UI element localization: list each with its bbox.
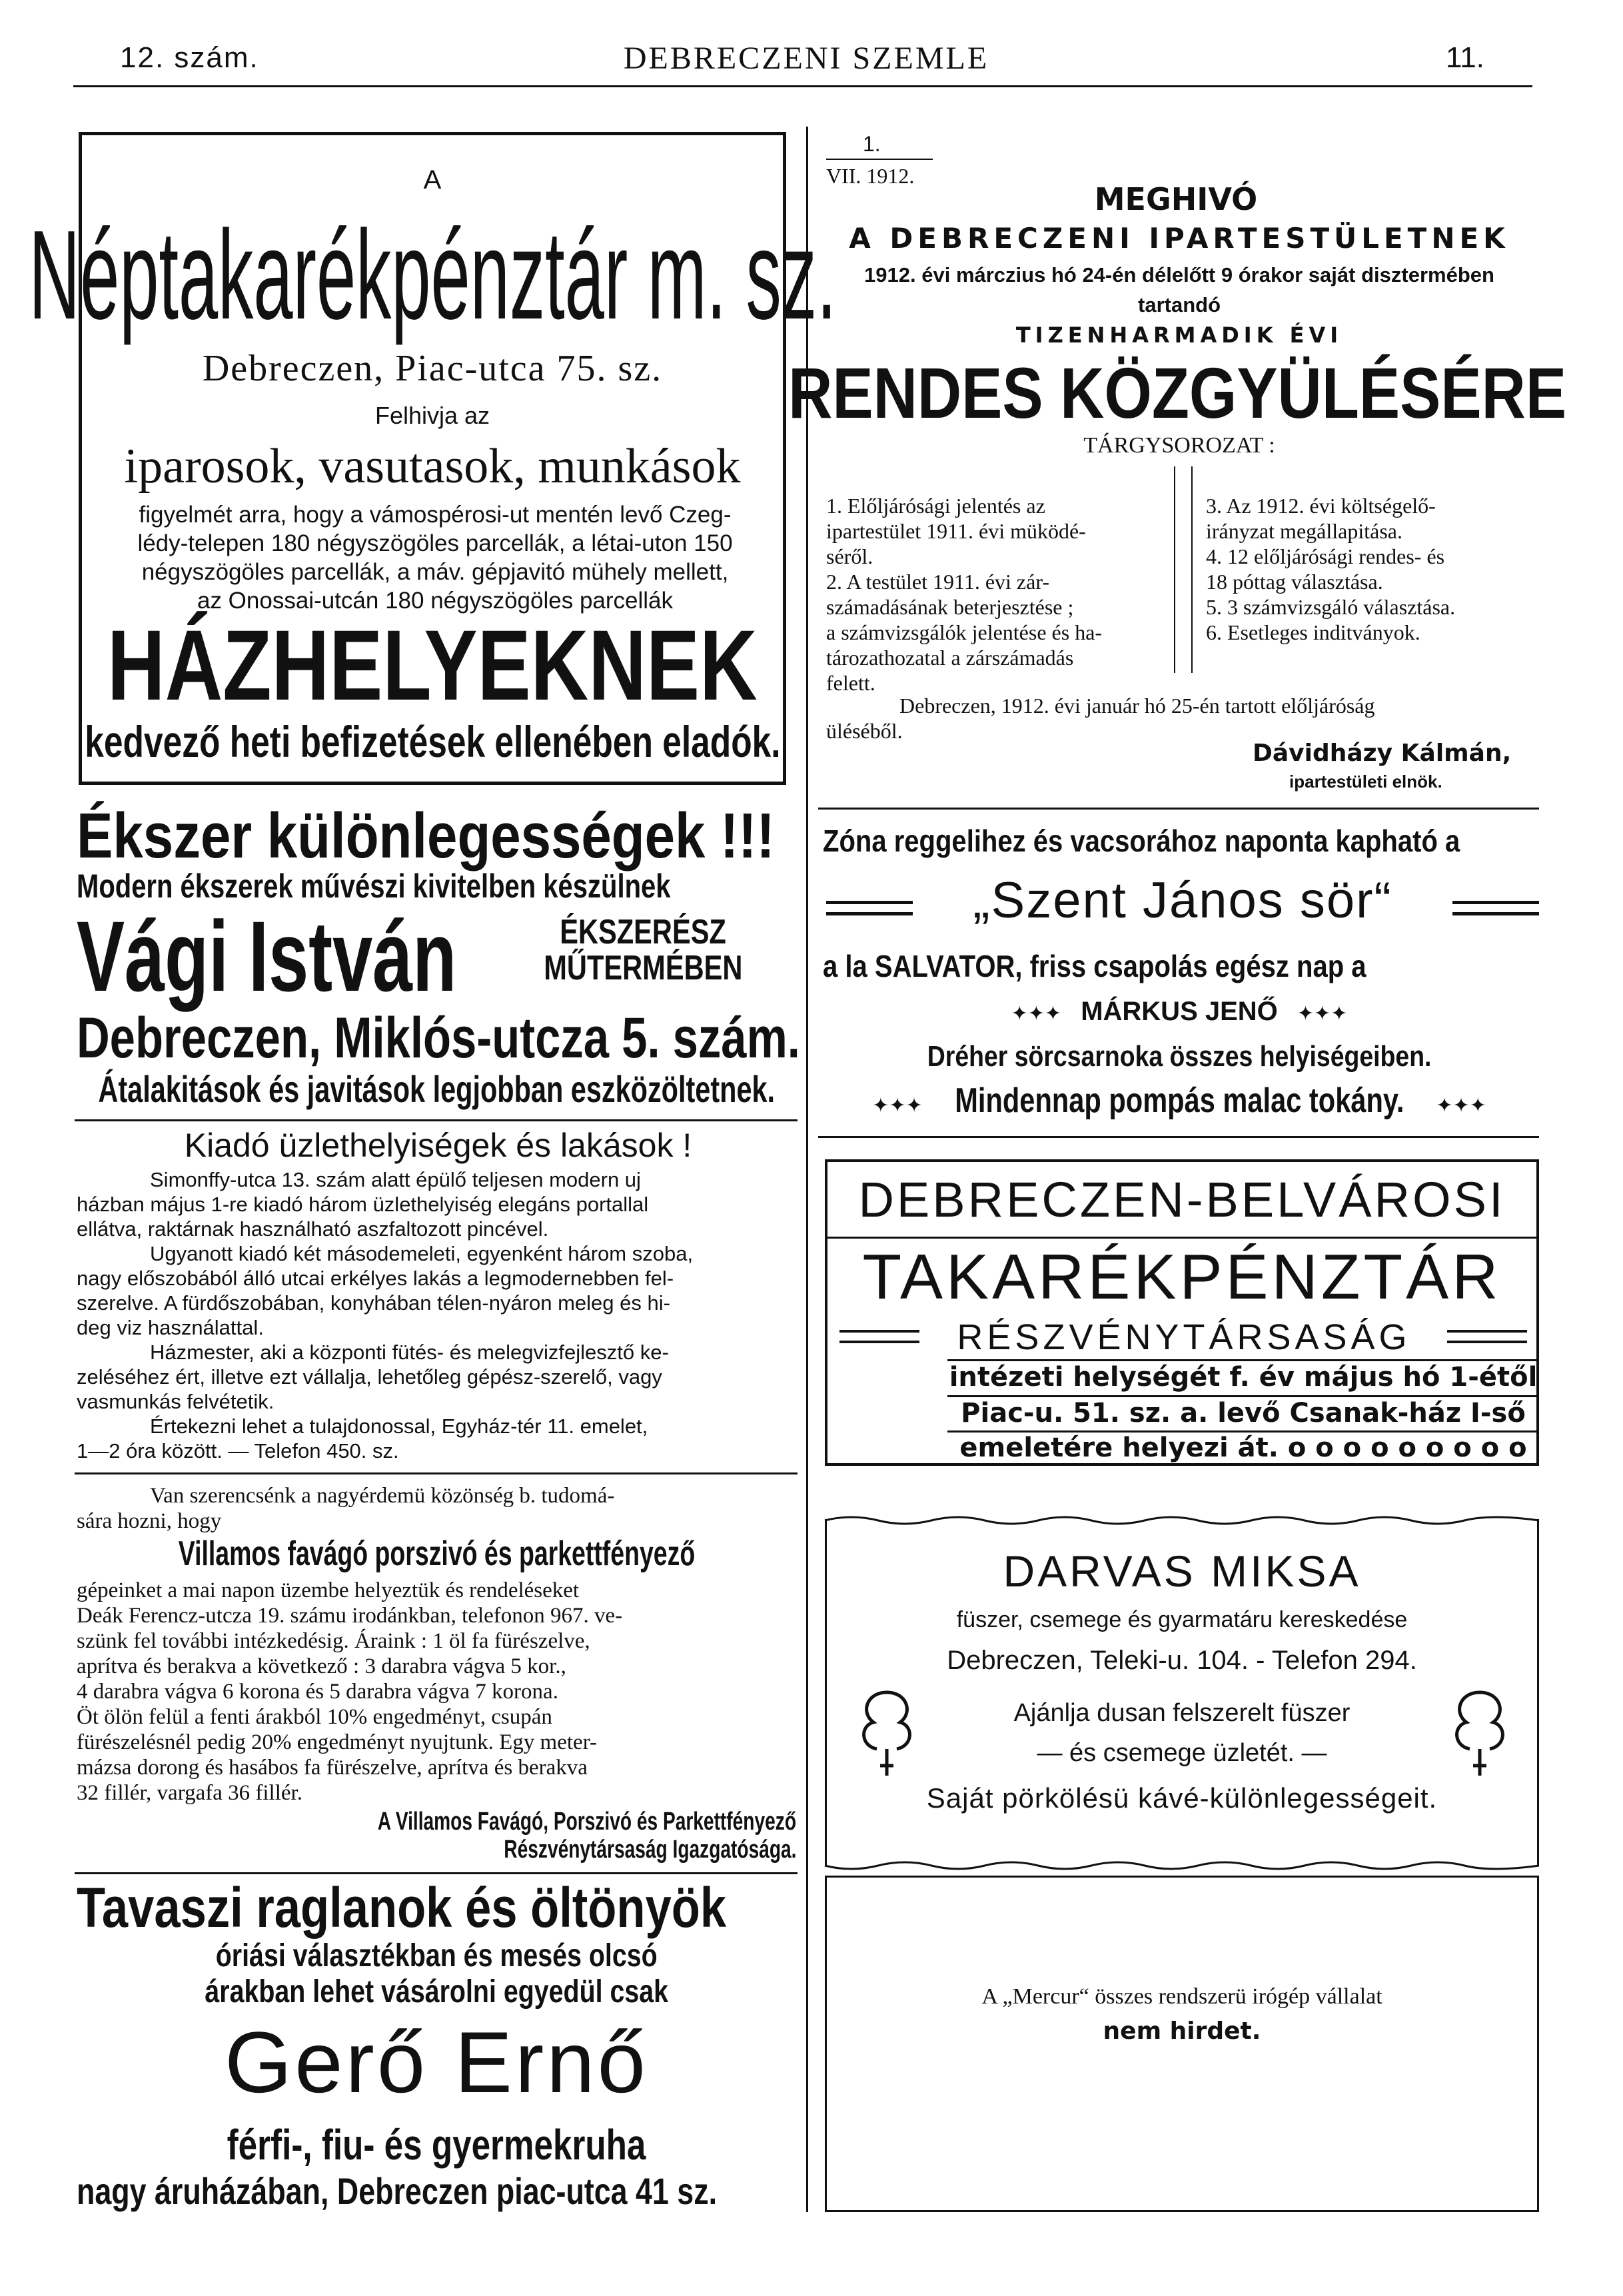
ornament-icon: ✦✦✦ [872, 1094, 923, 1117]
agenda-item: számadásának beterjesztése ; [826, 595, 1074, 619]
belvarosi-bars-left [839, 1330, 919, 1343]
kiado-rule [75, 1472, 798, 1474]
kiado-line: házban május 1-re kiadó három üzlethelyiség elegáns portallal [77, 1193, 649, 1216]
gero-name: Gerő Ernő [225, 2013, 648, 2111]
page-number-left: 12. szám. [120, 41, 259, 74]
mercur-l2: nem hirdet. [1103, 2017, 1261, 2045]
kiado-line: nagy előszobából álló utcai erkélyes lakás a legmodernebben fel- [77, 1267, 674, 1290]
agenda-item: 5. 3 számvizsgáló választása. [1206, 595, 1456, 619]
agenda-left [826, 493, 1166, 696]
neptakarek-ad [28, 132, 837, 785]
kiado-line: szerelve. A fürdőszobában, konyhában télen-nyáron meleg és hi- [77, 1291, 670, 1315]
darvas-l3: Ajánlja dusan felszerelt füszer [1013, 1699, 1351, 1727]
kiado-line: Ugyanott kiadó két másodemeleti, egyenként három szoba, [150, 1242, 694, 1265]
kiado-line: zeléséhez ért, illetve ezt vállalja, lehetőleg gépész-szerelő, vagy [77, 1365, 662, 1389]
agenda-item: felett. [826, 671, 875, 695]
ornament-icon: ✦✦✦ [1011, 1002, 1062, 1025]
belvarosi-r1: intézeti helységét f. év május hó 1-étől [949, 1362, 1538, 1393]
ornament-icon: ✦✦✦ [1436, 1094, 1486, 1117]
agenda-item: 2. A testület 1911. évi zár- [826, 570, 1049, 594]
zona-line3: a la SALVATOR, friss csapolás egész nap a [823, 949, 1366, 983]
closing-line: üléséből. [826, 719, 903, 743]
agenda-item: 3. Az 1912. évi költségelő- [1206, 494, 1436, 518]
agenda-divider-1 [1174, 466, 1175, 673]
villamos-line: mázsa dorong és hasábos fa fürészelve, aprítva és berakva [77, 1756, 588, 1780]
vagi-mutermeben: MŰTERMÉBEN [543, 949, 743, 987]
neptakarek-address: Debreczen, Piac-utca 75. sz. [202, 348, 663, 389]
hazhelyeknek: HÁZHELYEKNEK [107, 609, 758, 721]
darvas-l5: Saját pörkölésü kávé-különlegességeit. [926, 1782, 1438, 1814]
kiado-body [77, 1167, 796, 1463]
meghivo-date: VII. 1912. [826, 164, 915, 188]
neptakarek-felhivja: Felhivja az [374, 402, 490, 429]
belvarosi-line1: DEBRECZEN-BELVÁROSI [858, 1172, 1506, 1227]
villamos-line: fürészelésnél pedig 20% engedményt nyujtunk. Egy meter- [77, 1730, 598, 1754]
villamos-line: aprítva és berakva a következő : 3 darabra vágva 5 kor., [77, 1654, 566, 1678]
ornament-icon: ✦✦✦ [1297, 1002, 1348, 1025]
agenda-item: séről. [826, 544, 873, 568]
agenda-divider-2 [1191, 466, 1193, 673]
meghivo-tartando: tartandó [1138, 293, 1221, 316]
agenda-item: 4. 12 előljárósági rendes- és [1206, 544, 1445, 568]
agenda-item: tározathozatal a zárszámadás [826, 646, 1074, 670]
neptakarek-footer: kedvező heti befizetések ellenében eladók. [84, 717, 781, 766]
szent-left-bars [826, 901, 913, 915]
darvas-ad [825, 1519, 1539, 1866]
vagi-ekszeresz: ÉKSZERÉSZ [560, 913, 726, 951]
zona-rule [818, 1136, 1539, 1138]
neptakarek-body [102, 500, 768, 615]
agenda-right [1206, 493, 1539, 645]
darvas-l1: füszer, csemege és gyarmatáru kereskedése [956, 1607, 1408, 1632]
kiado-line: vasmunkás felvétetik. [77, 1390, 274, 1413]
kiado-line: 1—2 óra között. — Telefon 450. sz. [77, 1439, 399, 1462]
neptakarek-line: lédy-telepen 180 négyszögöles parcellák, a létai-uton 150 [137, 530, 733, 556]
belvarosi-rule2 [947, 1359, 1539, 1361]
neptakarek-a: A [423, 165, 442, 195]
villamos-line: 4 darabra vágva 6 korona és 5 darabra vágva 7 korona. [77, 1680, 558, 1704]
darvas-top-border [825, 1512, 1539, 1528]
meghivo-rule [826, 159, 933, 160]
belvarosi-line2: TAKARÉKPÉNZTÁR [862, 1241, 1502, 1313]
agenda-item: 6. Esetleges inditványok. [1206, 620, 1420, 644]
darvas-name: DARVAS MIKSA [1003, 1546, 1361, 1596]
vagi-modern: Modern ékszerek művészi kivitelben készülnek [77, 867, 671, 905]
kiado-line: ellátva, raktárnak használható aszfaltozott pincével. [77, 1217, 549, 1241]
neptakarek-title: Néptakarékpénztár m. sz. [28, 205, 837, 346]
neptakarek-line: az Onossai-utcán 180 négyszögöles parcellák [197, 588, 674, 614]
meghivo-closing [826, 693, 1539, 744]
malac-tokany: Mindennap pompás malac tokány. [954, 1081, 1404, 1120]
agenda-item: irányzat megállapitása. [1206, 519, 1402, 543]
gero-l3: férfi-, fiu- és gyermekruha [227, 2121, 646, 2169]
darvas-l2: Debreczen, Teleki-u. 104. - Telefon 294. [947, 1646, 1417, 1675]
szent-right-bars [1452, 901, 1539, 915]
neptakarek-audience: iparosok, vasutasok, munkások [124, 439, 741, 494]
dreher: Dréher sörcsarnoka összes helyiségeiben. [927, 1040, 1432, 1073]
belvarosi-ad [825, 1159, 1539, 1466]
villamos-title: Villamos favágó porszivó és parkettfényező [178, 1534, 695, 1573]
kiado-line: Simonffy-utca 13. szám alatt épülő teljesen modern uj [150, 1168, 641, 1191]
kiado-title: Kiadó üzlethelyiségek és lakások ! [184, 1127, 692, 1164]
rendes-kozgyules: RENDES KÖZGYÜLÉSÉRE [788, 352, 1567, 433]
meghivo-when: 1912. évi márczius hó 24-én délelőtt 9 órakor saját disztermében [864, 263, 1494, 287]
markus-row [819, 997, 1539, 1027]
villamos-line: Deák Ferencz-utcza 19. számu irodánkban, telefonon 967. ve- [77, 1604, 623, 1628]
villamos-line: 32 fillér, vargafa 36 fillér. [77, 1781, 302, 1805]
belvarosi-line3: RÉSZVÉNYTÁRSASÁG [957, 1317, 1411, 1357]
belvarosi-r3: emeletére helyezi át. o o o o o o o o o [959, 1433, 1527, 1463]
neptakarek-line: négyszögöles parcellák, a máv. gépjavitó mühely mellett, [141, 559, 729, 585]
zona-line1: Zóna reggelihez és vacsorához naponta kapható a [823, 824, 1460, 858]
vagi-address: Debreczen, Miklós-utcza 5. szám. [77, 1006, 800, 1070]
meghivo-number: 1. [863, 132, 881, 156]
gero-headline: Tavaszi raglanok és öltönyök [77, 1876, 727, 1939]
header-rule [73, 85, 1532, 87]
belvarosi-rule3 [947, 1395, 1539, 1397]
gero-l1: óriási választékban és mesés olcsó [215, 1938, 658, 1974]
vagi-name: Vági István [77, 900, 457, 1012]
meghivo-tizen: TIZENHARMADIK ÉVI [1015, 322, 1343, 348]
journal-title: DEBRECZENI SZEMLE [623, 41, 989, 76]
villamos-line: szünk fel további intézkedésig. Áraink : 1 öl fa fürészelve, [77, 1629, 590, 1653]
agenda-item: a számvizsgálók jelentése és ha- [826, 620, 1103, 644]
mercur-box [825, 1876, 1539, 2212]
villamos-body [77, 1578, 796, 1806]
meghivo-org: A DEBRECZENI IPARTESTÜLETNEK [849, 222, 1510, 255]
agenda-item: ipartestület 1911. évi müködé- [826, 519, 1086, 543]
kiado-line: deg viz használattal. [77, 1316, 264, 1339]
villamos-rule [75, 1872, 798, 1874]
markus-jeno: MÁRKUS JENŐ [1081, 997, 1278, 1026]
villamos-intro [77, 1483, 796, 1534]
agenda-item: 18 póttag választása. [1206, 570, 1383, 594]
meghivo-signer: Dávidházy Kálmán, [1253, 740, 1512, 767]
neptakarek-line: figyelmét arra, hogy a vámospérosi-ut mentén levő Czeg- [139, 502, 732, 528]
vagi-repairs: Átalakitások és javitások legjobban eszközöltetnek. [98, 1068, 775, 1110]
villamos-intro-line: sára hozni, hogy [77, 1509, 222, 1533]
darvas-bottom-border [825, 1858, 1539, 1874]
column-divider [806, 127, 808, 2212]
meghivo-title: MEGHIVÓ [1094, 181, 1258, 217]
belvarosi-rule1 [827, 1237, 1536, 1239]
belvarosi-bars-right [1447, 1330, 1527, 1343]
villamos-line: Öt ölön felül a fenti árakból 10% engedményt, csupán [77, 1705, 552, 1729]
meghivo-bottom-rule [818, 808, 1539, 810]
belvarosi-r2: Piac-u. 51. sz. a. levő Csanak-ház I-ső [961, 1398, 1526, 1429]
gero-l4: nagy áruházában, Debreczen piac-utca 41 sz. [77, 2170, 718, 2212]
mercur-l1: A „Mercur“ összes rendszerü irógép vállalat [981, 1984, 1382, 2009]
meghivo-signer-title: ipartestületi elnök. [1289, 772, 1442, 792]
gero-l2: árakban lehet vásárolni egyedül csak [205, 1974, 668, 2009]
page-number-right: 11. [1446, 41, 1484, 74]
kiado-line: Értekezni lehet a tulajdonossal, Egyház-tér 11. emelet, [150, 1415, 648, 1438]
vagi-headline: Ékszer különlegességek !!! [77, 800, 775, 871]
closing-line: Debreczen, 1912. évi január hó 25-én tartott előljáróság [899, 694, 1375, 718]
kiado-line: Házmester, aki a központi fütés- és melegvizfejlesztő ke- [150, 1341, 669, 1364]
vagi-rule [75, 1119, 798, 1121]
szent-janos-sor: „Szent János sör“ [973, 872, 1392, 929]
villamos-line: gépeinket a mai napon üzembe helyeztük és rendeléseket [77, 1578, 580, 1602]
targysorozat: TÁRGYSOROZAT : [1083, 433, 1275, 458]
agenda-item: 1. Előljárósági jelentés az [826, 494, 1045, 518]
villamos-sign-2: Részvénytársaság Igazgatósága. [503, 1836, 796, 1864]
malac-row [819, 1081, 1539, 1121]
darvas-l4: — és csemege üzletét. — [1037, 1739, 1327, 1767]
villamos-intro-line: Van szerencsénk a nagyérdemü közönség b. tudomá- [150, 1484, 615, 1508]
villamos-sign-1: A Villamos Favágó, Porszivó és Parkettfényező [377, 1808, 796, 1836]
